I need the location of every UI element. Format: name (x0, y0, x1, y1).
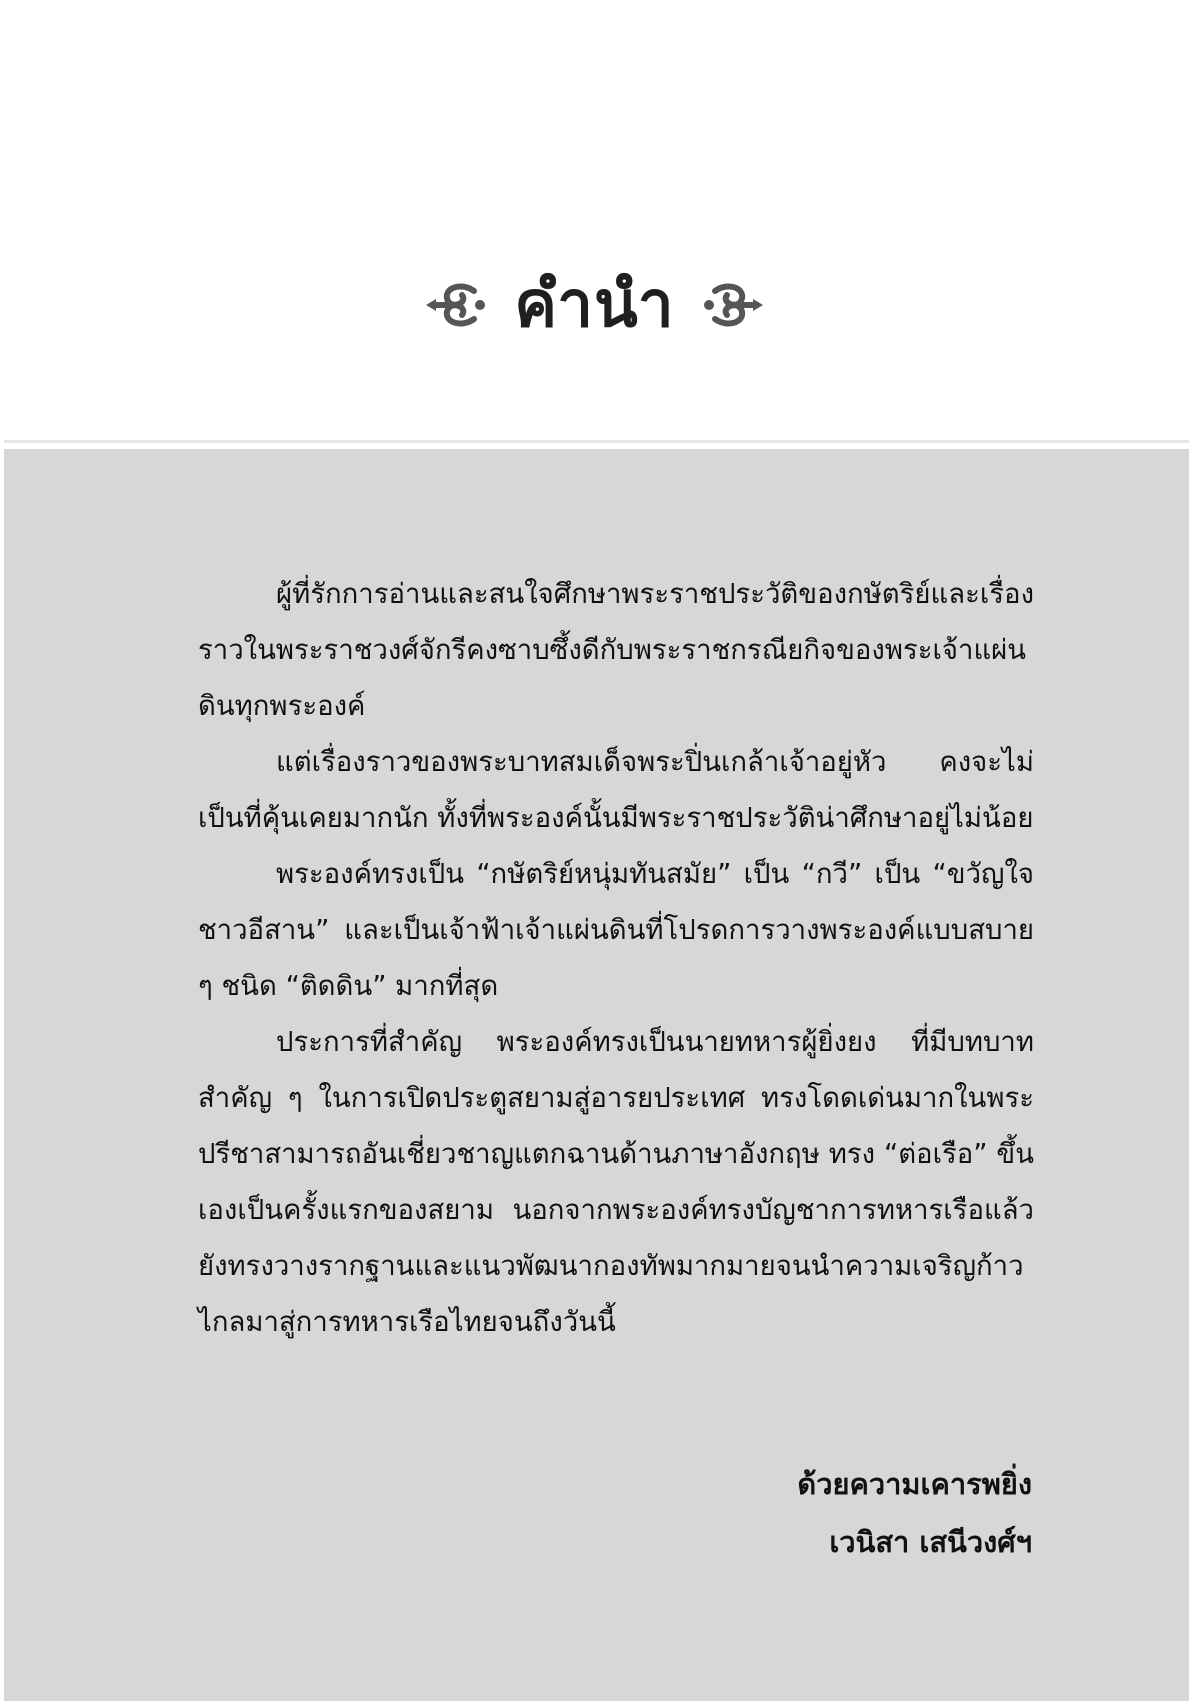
thai-ornament-icon (701, 279, 765, 331)
paragraph: ประการที่สำคัญ พระองค์ทรงเป็นนายทหารผู้ยิ่งยง ที่มีบทบาทสำคัญ ๆ ในการเปิดประตูสยามสู่อารยประเทศ ทรงโดดเด่นมากในพระปรีชาสามารถอันเชี่ยวชาญแตกฉานด้านภาษาอังกฤษ ทรง “ต่อเรือ” ขึ้นเองเป็นครั้งแรกของสยาม นอกจากพระองค์ทรงบัญชาการทหารเรือแล้วยังทรงวางรากฐานและแนวพัฒนากองทัพมากมายจนนำความเจริญก้าวไกลมาสู่การทหารเรือไทยจนถึงวันนี้ (198, 1026, 1034, 1338)
paragraph: ผู้ที่รักการอ่านและสนใจศึกษาพระราชประวัติของกษัตริย์และเรื่องราวในพระราชวงศ์จักรีคงซาบซึ้งดีกับพระราชกรณียกิจของพระเจ้าแผ่นดินทุกพระองค์ (198, 578, 1034, 722)
signature-block (797, 1455, 1032, 1571)
paragraph: พระองค์ทรงเป็น “กษัตริย์หนุ่มทันสมัย” เป็น “กวี” เป็น “ขวัญใจชาวอีสาน” และเป็นเจ้าฟ้าเจ้าแผ่นดินที่โปรดการวางพระองค์แบบสบาย ๆ ชนิด “ติดดิน” มากที่สุด (198, 858, 1034, 1002)
signature-author: เวนิสา เสนีวงศ์ฯ (829, 1525, 1032, 1559)
thai-ornament-icon (424, 279, 488, 331)
preface-body (198, 566, 1034, 1350)
page-title: คำนำ (514, 268, 675, 342)
page-header (0, 255, 1189, 355)
paragraph: แต่เรื่องราวของพระบาทสมเด็จพระปิ่นเกล้าเจ้าอยู่หัว คงจะไม่เป็นที่คุ้นเคยมากนัก ทั้งที่พระองค์นั้นมีพระราชประวัติน่าศึกษาอยู่ไม่น้อย (198, 746, 1034, 834)
header-divider (4, 440, 1189, 443)
signature-closing: ด้วยความเคารพยิ่ง (797, 1467, 1032, 1501)
